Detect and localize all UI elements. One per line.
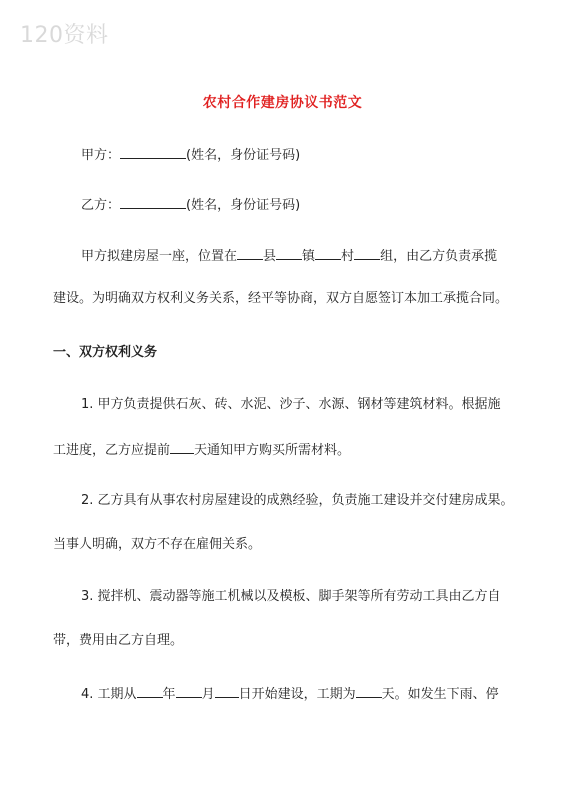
party-a-blank [120,145,186,159]
town-label: 镇 [302,249,316,264]
village-label: 村 [341,249,355,264]
county-label: 县 [263,249,277,264]
start-month-blank [176,684,202,698]
item-2-line-1: 2. 乙方具有从事农村房屋建设的成熟经验，负责施工建设并交付建房成果。 [81,493,514,508]
section-1-heading: 一、双方权利义务 [53,345,158,360]
party-a-note: (姓名，身份证号码) [186,148,301,163]
item-4-text-a: 4. 工期从 [81,687,137,702]
start-year-blank [137,684,163,698]
county-blank [237,246,263,260]
item-4-line-1 [81,684,499,704]
intro-line-2: 建设。为明确双方权利义务关系，经平等协商，双方自愿签订本加工承揽合同。 [53,291,509,306]
year-label: 年 [162,687,176,702]
item-3-line-1: 3. 搅拌机、震动器等施工机械以及模板、脚手架等所有劳动工具由乙方自 [81,589,501,604]
month-label: 月 [201,687,215,702]
group-blank [354,246,380,260]
duration-blank [356,684,382,698]
village-blank [315,246,341,260]
party-b-note: (姓名，身份证号码) [186,198,301,213]
start-day-blank [215,684,239,698]
intro-text-1: 甲方拟建房屋一座，位置在 [81,249,238,264]
group-text: 组，由乙方负责承揽 [380,249,498,264]
item-1-text-a: 工进度，乙方应提前 [53,443,171,458]
intro-line-1 [81,246,497,266]
item-4-text-b: 日开始建设，工期为 [238,687,356,702]
document-title: 农村合作建房协议书范文 [202,95,363,111]
item-1-line-2 [53,440,350,460]
party-a-line [81,145,300,165]
party-a-label: 甲方： [81,148,121,163]
party-b-blank [120,195,186,209]
item-1-text-b: 天通知甲方购买所需材料。 [194,443,351,458]
town-blank [276,246,302,260]
item-2-line-2: 当事人明确，双方不存在雇佣关系。 [53,537,262,552]
notice-days-blank [170,440,194,454]
item-3-line-2: 带，费用由乙方自理。 [53,633,184,648]
item-4-text-c: 天。如发生下雨、停 [381,687,499,702]
watermark: 120资料 [20,23,109,48]
party-b-label: 乙方： [81,198,121,213]
item-1-line-1: 1. 甲方负责提供石灰、砖、水泥、沙子、水源、钢材等建筑材料。根据施 [81,397,501,412]
party-b-line [81,195,300,215]
